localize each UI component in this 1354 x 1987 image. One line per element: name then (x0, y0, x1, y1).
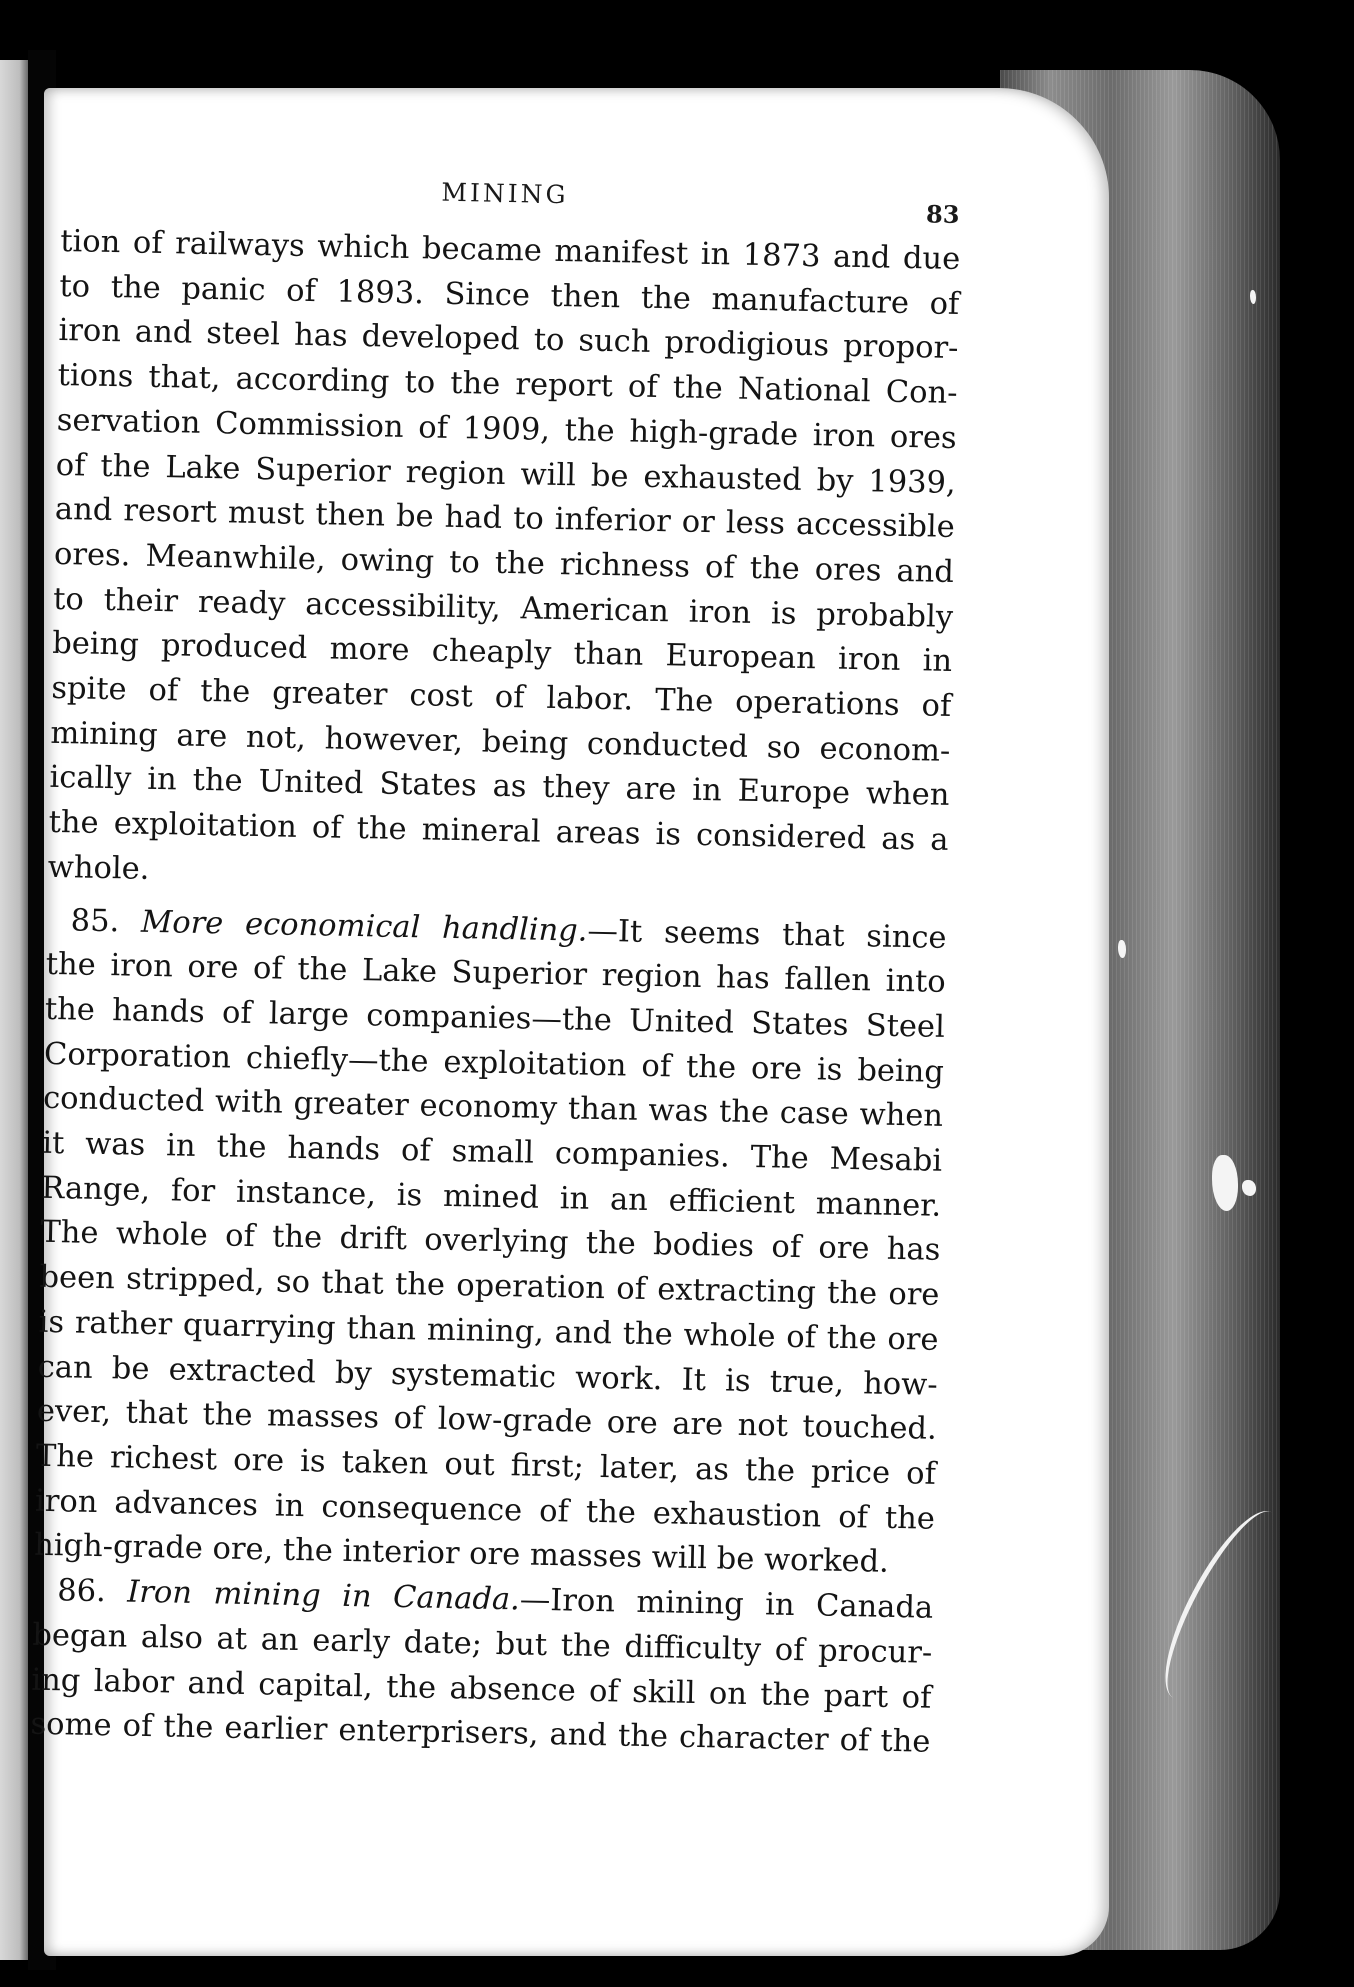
running-head: MINING (441, 177, 569, 210)
text-line: Range, for instance, is mined in an efficient manner. (41, 1170, 942, 1224)
text-line: it was in the hands of small companies. The Mesabi (41, 1125, 943, 1179)
text-line: to their ready accessibility, American iron is probably (52, 581, 954, 635)
section-heading: More economical handling. (140, 904, 588, 949)
page-text-block (30, 160, 962, 1766)
text-line: Corporation chiefly—the exploitation of the ore is being (43, 1036, 945, 1090)
text-line: whole. (47, 849, 150, 887)
text-line: spite of the greater cost of labor. The operations of (51, 670, 952, 724)
section-number: 86. (56, 1573, 107, 1610)
text-line: of the Lake Superior region will be exhausted by 1939, (55, 447, 957, 501)
section-number: 85. (70, 902, 120, 939)
adjacent-page-edge (0, 60, 28, 1960)
section-heading: Iron mining in Canada. (126, 1574, 521, 1618)
text-line: ever, that the masses of low-grade ore are not touched. (36, 1394, 938, 1448)
page-number: 83 (925, 199, 960, 230)
edge-stain-dot (1242, 1180, 1256, 1196)
text-line: ically in the United States as they are in Europe when (49, 760, 950, 814)
text-line: been stripped, so that the operation of extracting the ore (39, 1259, 940, 1314)
text-line: iron advances in consequence of the exhaustion of the (34, 1483, 936, 1537)
text-line: the iron ore of the Lake Superior region has fallen into (45, 947, 947, 1001)
edge-stain-mark-small (1118, 940, 1126, 958)
text-line: high-grade ore, the interior ore masses will be worked. (33, 1528, 890, 1581)
text-line: servation Commission of 1909, the high-grade iron ores (56, 402, 957, 456)
text-line-fragment: —Iron mining in Canada (519, 1582, 934, 1626)
text-line: conducted with greater economy than was the case when (42, 1081, 944, 1135)
text-line: to the panic of 1893. Since then the manufacture of (59, 268, 960, 322)
text-line: some of the earlier enterprisers, and the character of the (30, 1706, 931, 1760)
edge-stain-mark-small (1250, 290, 1256, 304)
text-line-fragment: —It seems that since (587, 913, 947, 956)
text-line: The whole of the drift overlying the bodies of ore has (40, 1215, 941, 1269)
edge-scratch-mark (1145, 1497, 1301, 1713)
text-line: ing labor and capital, the absence of skill on the part of (31, 1662, 932, 1716)
text-line: mining are not, however, being conducted so econom- (50, 715, 951, 769)
section-85-paragraph (34, 898, 947, 1586)
text-line: tion of railways which became manifest in 1873 and due (60, 223, 961, 278)
text-line: the exploitation of the mineral areas is considered as a (48, 805, 949, 859)
text-line: tions that, according to the report of the National Con- (57, 358, 958, 412)
text-line: began also at an early date; but the difficulty of procur- (32, 1617, 933, 1671)
text-line: ores. Meanwhile, owing to the richness of the ores and (53, 536, 955, 590)
text-line: and resort must then be had to inferior or less accessible (54, 492, 956, 546)
text-line: is rather quarrying than mining, and the whole of the ore (38, 1304, 939, 1358)
paragraph-continuation (47, 220, 960, 908)
text-line: iron and steel has developed to such prodigious propor- (58, 313, 959, 367)
text-line: The richest ore is taken out first; later, as the price of (35, 1438, 937, 1492)
section-86-paragraph (30, 1569, 933, 1766)
book-page (30, 88, 1109, 1956)
text-line: being produced more cheaply than European iron in (51, 626, 953, 680)
text-line: the hands of large companies—the United States Steel (44, 991, 946, 1045)
edge-stain-mark (1212, 1155, 1238, 1211)
text-line: can be extracted by systematic work. It is true, how- (37, 1349, 938, 1403)
